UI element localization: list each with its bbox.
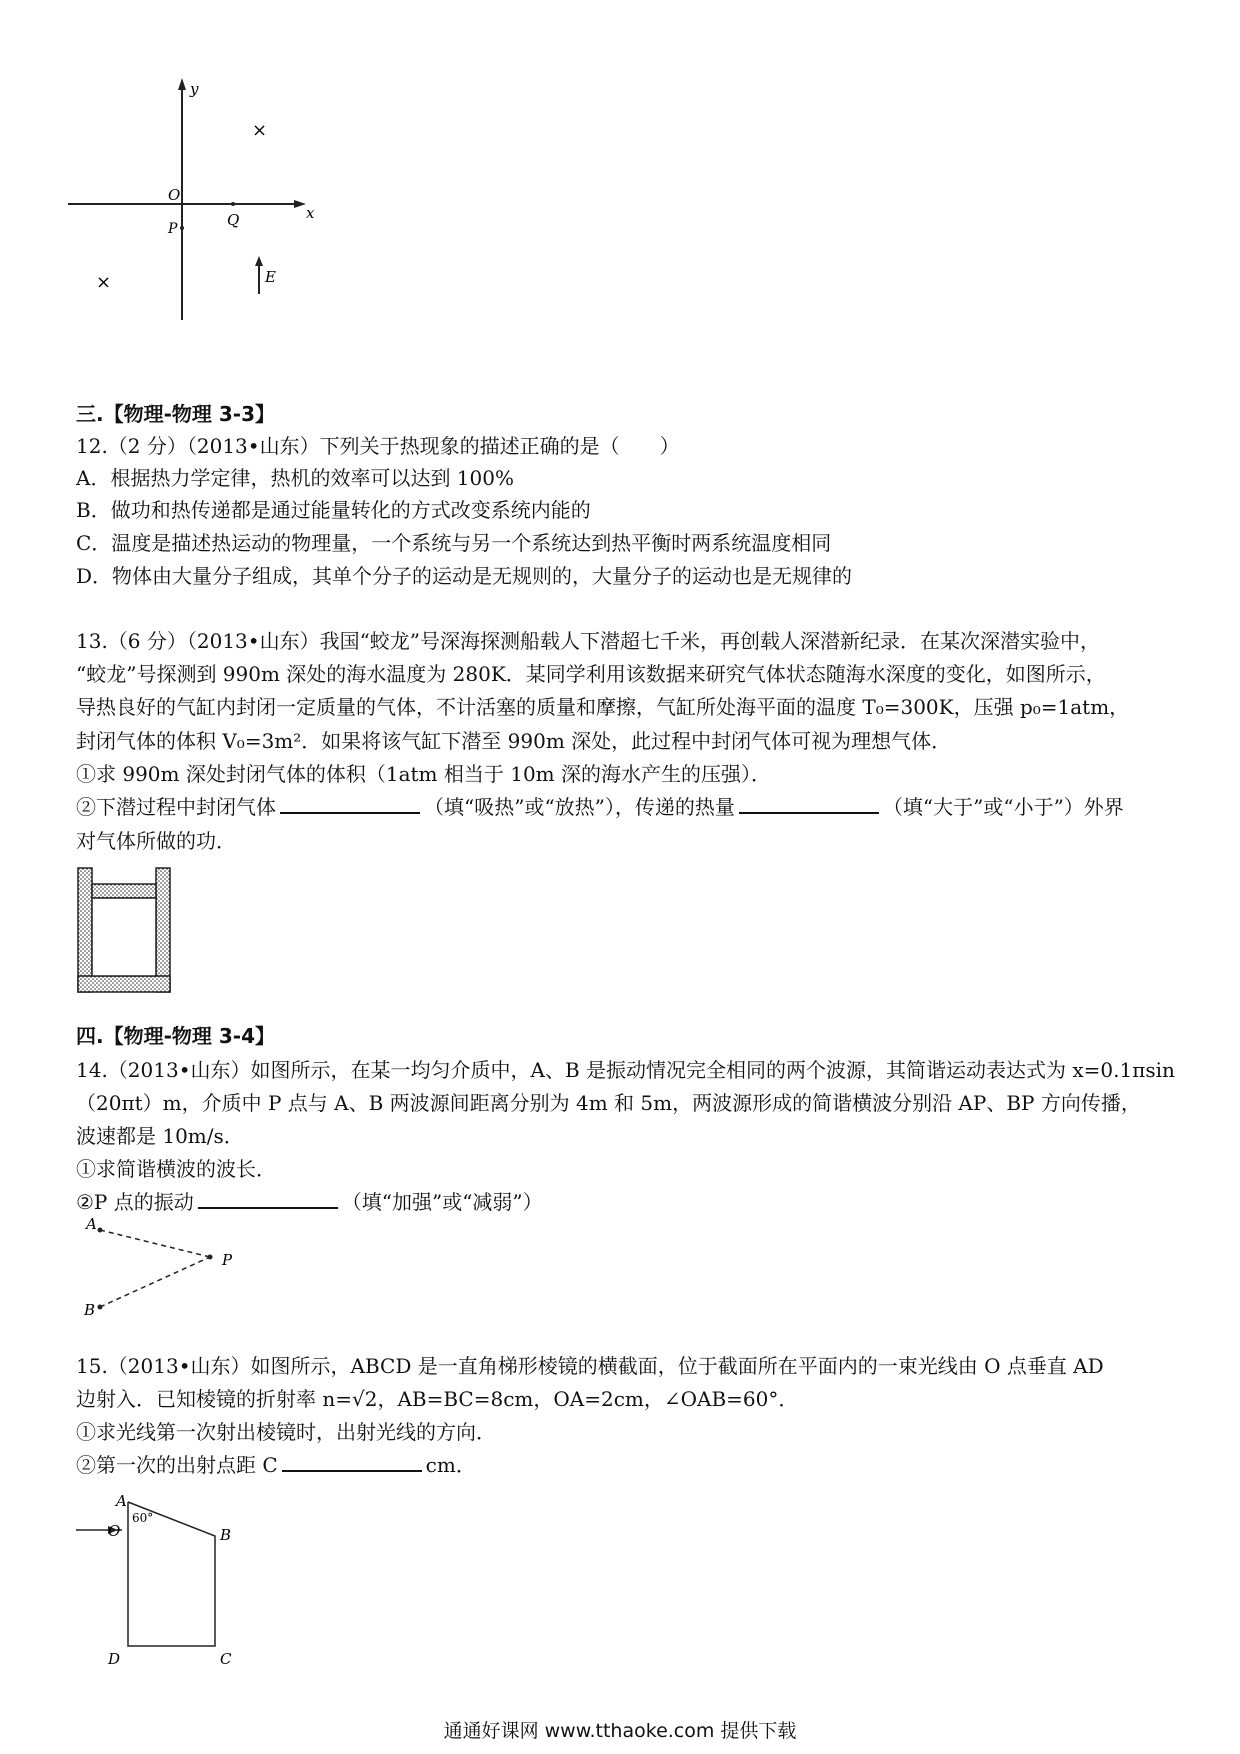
point-p-label: P (168, 221, 178, 237)
point-a (98, 1228, 103, 1233)
vertex-a-label: A (116, 1492, 127, 1510)
q15-line-4 (76, 1451, 476, 1479)
electric-field-label: E (265, 268, 276, 286)
q14-line-3: 波速都是 10m/s． (76, 1124, 244, 1148)
q15-line-4a: ②第一次的出射点距 C (76, 1453, 278, 1477)
vertex-c-label: C (220, 1650, 232, 1668)
vertex-b-label: B (220, 1526, 232, 1544)
q12-option-b: B．做功和热传递都是通过能量转化的方式改变系统内能的 (76, 498, 591, 522)
section-4-heading: 四.【物理-物理 3-4】 (76, 1024, 275, 1048)
q13-blank-2[interactable] (739, 794, 879, 814)
line-ap (100, 1230, 210, 1257)
point-p (180, 226, 184, 230)
q12-option-a: A．根据热力学定律，热机的效率可以达到 100% (76, 466, 514, 490)
q13-line-3: 导热良好的气缸内封闭一定质量的气体，不计活塞的质量和摩擦，气缸所处海平面的温度 T₀=300K，压强 p₀=1atm， (76, 695, 1130, 719)
q13-line-1: 13.（6 分）（2013•山东）我国“蛟龙”号深海探测船载人下潜超七千米，再创载人深潜新纪录．在某次深潜实验中， (76, 629, 1101, 653)
q15-blank[interactable] (282, 1452, 422, 1472)
q13-line-6a: ②下潜过程中封闭气体 (76, 795, 276, 819)
point-p (208, 1255, 213, 1260)
wave-sources-figure (80, 1215, 250, 1325)
q14-line-4: ①求简谐横波的波长． (76, 1157, 276, 1181)
q15-line-4b: cm． (425, 1453, 476, 1477)
point-q (231, 202, 235, 206)
q13-line-6c: （填“大于”或“小于”）外界 (882, 795, 1124, 819)
q13-line-6b: （填“吸热”或“放热”），传递的热量 (424, 795, 735, 819)
angle-label: 60° (132, 1511, 154, 1525)
q13-line-7: 对气体所做的功． (76, 829, 236, 853)
x-axis-arrow (294, 200, 306, 208)
point-a-label: A (86, 1215, 97, 1233)
coordinate-figure (60, 70, 360, 360)
q15-line-2c: ，AB=BC=8cm，OA=2cm，∠OAB=60°． (377, 1387, 799, 1411)
q15-line-2a: 边射入．已知棱镜的折射率 n= (76, 1387, 352, 1411)
q15-sqrt2: √2 (352, 1387, 378, 1411)
x-axis-label: x (306, 204, 315, 222)
line-bp (100, 1257, 210, 1307)
magnetic-field-cross-lower: × (96, 272, 112, 293)
cylinder-wall-right (156, 868, 170, 992)
q14-line-5a: ②P 点的振动 (76, 1190, 194, 1214)
magnetic-field-cross-upper: × (252, 120, 268, 141)
vertex-d-label: D (108, 1650, 121, 1668)
q15-line-3: ①求光线第一次射出棱镜时，出射光线的方向． (76, 1420, 496, 1444)
y-axis-label: y (190, 80, 199, 98)
q13-blank-1[interactable] (280, 794, 420, 814)
y-axis-arrow (178, 78, 186, 90)
q15-line-2 (76, 1385, 798, 1413)
point-b (98, 1305, 103, 1310)
q14-blank[interactable] (198, 1189, 338, 1209)
q14-line-2: （20πt）m，介质中 P 点与 A、B 两波源间距离分别为 4m 和 5m，两波源形成的简谐横波分别沿 AP、BP 方向传播， (76, 1091, 1141, 1115)
page-footer: 通通好课网 www.tthaoke.com 提供下载 (443, 1720, 797, 1742)
q14-line-5b: （填“加强”或“减弱”） (341, 1190, 543, 1214)
q12-option-c: C．温度是描述热运动的物理量，一个系统与另一个系统达到热平衡时两系统温度相同 (76, 531, 832, 555)
q13-line-5: ①求 990m 深处封闭气体的体积（1atm 相当于 10m 深的海水产生的压强）． (76, 762, 771, 786)
section-3-heading: 三.【物理-物理 3-3】 (76, 402, 275, 426)
q12-option-d: D．物体由大量分子组成，其单个分子的运动是无规则的，大量分子的运动也是无规律的 (76, 564, 853, 588)
q12-stem: 12.（2 分）（2013•山东）下列关于热现象的描述正确的是（ ） (76, 434, 680, 458)
piston (92, 884, 156, 898)
cylinder-bottom (78, 976, 170, 992)
q13-line-4: 封闭气体的体积 V₀=3m²．如果将该气缸下潜至 990m 深处，此过程中封闭气体可视为理想气体． (76, 729, 952, 753)
q13-line-6 (76, 793, 1124, 821)
point-b-label: B (84, 1301, 96, 1319)
q14-line-5 (76, 1188, 543, 1216)
point-q-label: Q (227, 211, 240, 229)
electric-field-arrowhead (255, 256, 263, 266)
cylinder-figure (76, 866, 176, 996)
gas-chamber (92, 898, 156, 976)
prism-figure (70, 1490, 270, 1670)
q13-line-2: “蛟龙”号探测到 990m 深处的海水温度为 280K．某同学利用该数据来研究气体状态随海水深度的变化，如图所示， (76, 662, 1106, 686)
q15-line-1: 15.（2013•山东）如图所示，ABCD 是一直角梯形棱镜的横截面，位于截面所在平面内的一束光线由 O 点垂直 AD (76, 1354, 1104, 1378)
point-o-label: O (108, 1522, 121, 1540)
cylinder-wall-left (78, 868, 92, 992)
point-p-label: P (222, 1251, 233, 1269)
q14-line-1: 14.（2013•山东）如图所示，在某一均匀介质中，A、B 是振动情况完全相同的两个波源，其简谐运动表达式为 x=0.1πsin (76, 1058, 1175, 1082)
origin-label: O (168, 186, 181, 204)
